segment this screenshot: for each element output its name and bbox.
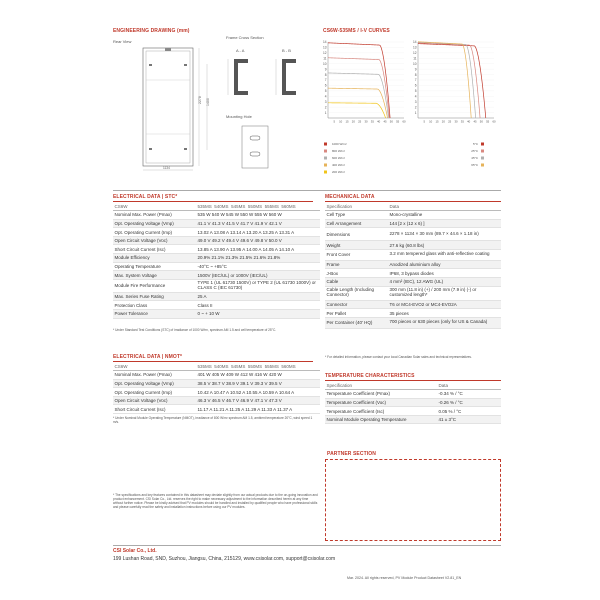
dim-inner: 1400 [206,98,210,106]
stc-header-variants: 535MS 540MS 545MS 550MS 555MS 560MS [196,202,320,211]
x-tick-label: 60 [402,119,406,124]
table-row: Protection Class Class II [113,301,320,310]
table-row: Temperature Coefficient (Isc) 0.05 % / °C [325,407,501,416]
table-row: Opt. Operating Current (Imp) 10.42 A 10.47 A 10.52 A 10.55 A 10.59 A 10.64 A [113,388,320,397]
x-tick-label: 50 [389,119,393,124]
footer-company: CSI Solar Co., Ltd. [113,548,157,554]
table-row: Max. System Voltage 1500V (IEC/UL) or 1000V (IEC/UL) [113,271,320,280]
table-row: Open Circuit Voltage (Voc) 49.0 V 49.2 V 49.4 V 49.6 V 49.8 V 50.0 V [113,236,320,245]
x-tick-label: 10 [429,119,433,124]
legend-label: 1000 W/m² [332,142,347,146]
x-tick-label: 55 [486,119,490,124]
y-tick-label: 8 [414,72,417,77]
x-tick-label: 55 [396,119,400,124]
y-tick-label: 13 [412,45,417,50]
table-row: Operating Temperature -40°C ~ +85°C [113,262,320,271]
legend-label: 200 W/m² [332,170,346,174]
table-row: Short Circuit Current (Isc) 11.17 A 11.21 A 11.25 A 11.29 A 11.33 A 11.37 A [113,405,320,414]
x-tick-label: 45 [383,119,387,124]
mech-table [325,202,501,329]
y-tick-label: 9 [414,67,417,72]
disclaimer-text: * The specifications and key features contained in this datasheet may deviate slightly from our actual products due to the on-going innovation and product enhancement. CSI Solar Co., Ltd. reserves the right to make necessary adjustment to the information described herein at any time without further notice. Please be kindly advised that PV modules should be handled and installed by qualified people who have professional skills and please carefully read the safety and installation instructions before using our PV modules. [113,493,318,509]
nmot-header-model: CS6W [113,362,196,371]
y-tick-label: 1 [324,110,327,115]
table-row: J-Box IP68, 3 bypass diodes [325,269,501,278]
x-tick-label: 30 [364,119,368,124]
y-tick-label: 10 [322,61,327,66]
y-tick-label: 14 [412,40,417,45]
y-tick-label: 4 [414,94,417,99]
y-tick-label: 5 [324,89,327,94]
section-aa-label: A - A [236,48,245,53]
y-tick-label: 6 [324,83,327,88]
legend-label: 600 W/m² [332,156,346,160]
legend-swatch [481,150,484,153]
y-tick-label: 3 [414,99,417,104]
legend-label: 65°C [471,163,478,167]
legend-swatch [481,143,484,146]
mounting-hole-label: Mounting Hole [226,114,252,119]
y-tick-label: 4 [324,94,327,99]
y-tick-label: 7 [324,78,327,83]
mounting-hole-drawing [236,122,276,172]
table-row: Cell Arrangement 144 [2 x (12 x 6) ] [325,219,501,228]
table-row: Opt. Operating Current (Imp) 13.02 A 13.08 A 13.14 A 13.20 A 13.25 A 13.31 A [113,228,320,237]
iv-curve-irradiance [328,43,390,118]
legend-swatch [324,143,327,146]
mech-title: MECHANICAL DATA [325,194,375,200]
legend-swatch [324,157,327,160]
x-tick-label: 30 [454,119,458,124]
legend-label: 45°C [471,156,478,160]
y-tick-label: 13 [322,45,327,50]
iv-curve-temperature [418,44,486,118]
nmot-note: * Under Nominal Module Operating Temperature (NMOT), irradiance of 800 W/m² spectrum AM 1.5, ambient temperature 20°C, wind speed 1 m/s. [113,416,313,424]
y-tick-label: 8 [324,72,327,77]
y-tick-label: 2 [414,105,417,110]
legend-label: 25°C [471,149,478,153]
table-row: Frame Anodized aluminium alloy [325,260,501,269]
rear-view-label: Rear View [113,39,132,44]
table-row: Weight 27.6 kg (60.8 lbs) [325,241,501,250]
y-tick-label: 5 [414,89,417,94]
table-row: Connector T6 or MC4-EVO2 or MC4-EVO2A [325,300,501,309]
y-tick-label: 3 [324,99,327,104]
table-row: Temperature Coefficient (Pmax) -0.34 % / °C [325,390,501,399]
partner-box [325,459,501,541]
footer-address: 199 Lushan Road, SND, Suzhou, Jiangsu, China, 215129, www.csisolar.com, support@csisolar.com [113,556,336,562]
table-row: Per Container (40' HQ) 700 pieces or 630 pieces (only for US & Canada) [325,317,501,328]
table-row: Cable Length (Including Connector) 300 mm (11.8 in) (+) / 200 mm (7.9 in) (-) or customized length* [325,286,501,300]
legend-swatch [324,150,327,153]
x-tick-label: 15 [435,119,439,124]
legend-irradiance [324,142,347,174]
y-tick-label: 12 [412,51,417,56]
x-tick-label: 50 [479,119,483,124]
legend-temperature [471,142,484,167]
table-row: Opt. Operating Voltage (Vmp) 41.1 V 41.3 V 41.5 V 41.7 V 41.9 V 42.1 V [113,219,320,228]
table-row: Nominal Max. Power (Pmax) 401 W 405 W 409 W 412 W 416 W 420 W [113,371,320,380]
x-tick-label: 35 [370,119,374,124]
y-tick-label: 14 [322,40,327,45]
x-tick-label: 20 [441,119,445,124]
x-tick-label: 45 [473,119,477,124]
nmot-header-variants: 535MS 540MS 545MS 550MS 555MS 560MS [196,362,320,371]
y-tick-label: 7 [414,78,417,83]
table-row: Module Fire Performance TYPE 1 (UL 61730 1500V) or TYPE 2 (UL 61730 1000V) or CLASS C (IEC 61730) [113,279,320,292]
table-row: Opt. Operating Voltage (Vmp) 38.5 V 38.7 V 38.9 V 39.1 V 39.3 V 39.5 V [113,379,320,388]
table-row: Max. Series Fuse Rating 25 A [113,292,320,301]
mech-header-row: Specification Data [325,202,501,211]
dim-height: 2278 [198,96,202,104]
legend-swatch [481,157,484,160]
x-tick-label: 40 [467,119,471,124]
x-tick-label: 25 [358,119,362,124]
stc-title: ELECTRICAL DATA | STC* [113,194,178,200]
nmot-header-row [113,362,320,371]
stc-header-model: CS6W [113,202,196,211]
temp-table [325,381,501,424]
table-row: Module Efficiency 20.9% 21.1% 21.3% 21.5% 21.6% 21.8% [113,254,320,263]
footer-version: Mar. 2024. All rights reserved, PV Module Product Datasheet V2.81_EN [347,576,462,580]
table-row: Short Circuit Current (Isc) 13.85 A 13.90 A 13.95 A 14.00 A 14.05 A 14.10 A [113,245,320,254]
legend-swatch [324,171,327,174]
frame-cross-section-label: Frame Cross Section [226,35,264,40]
iv-curve-temperature [418,43,480,118]
table-row: Cell Type Mono-crystalline [325,211,501,220]
cross-section-drawings [226,55,316,99]
table-row: Per Pallet 35 pieces [325,309,501,318]
rear-view-drawing [113,44,218,174]
temp-title: TEMPERATURE CHARACTERISTICS [325,373,415,379]
dim-width: 1134 [163,166,170,170]
table-row: Cable 4 mm² (IEC), 12 AWG (UL) [325,278,501,287]
table-row: Nominal Module Operating Temperature 41 ± 3°C [325,415,501,424]
table-row: Dimensions 2278 × 1134 × 30 mm (89.7 × 44.6 × 1.18 in) [325,228,501,241]
partner-title: PARTNER SECTION [327,451,376,457]
nmot-title: ELECTRICAL DATA | NMOT* [113,354,183,360]
x-tick-label: 20 [351,119,355,124]
table-row: Nominal Max. Power (Pmax) 535 W 540 W 545 W 550 W 555 W 560 W [113,211,320,220]
iv-chart-temperature [413,40,496,123]
legend-label: 5°C [472,142,478,146]
y-tick-label: 12 [322,51,327,56]
y-tick-label: 2 [324,105,327,110]
section-bb-label: B - B [282,48,291,53]
legend-swatch [324,164,327,167]
stc-table [113,202,320,319]
x-tick-label: 60 [492,119,496,124]
iv-curve-irradiance [328,58,389,118]
y-tick-label: 10 [412,61,417,66]
x-tick-label: 5 [333,119,336,124]
stc-header-row [113,202,320,211]
y-tick-label: 9 [324,67,327,72]
y-tick-label: 6 [414,83,417,88]
mech-note: * For detailed information, please contact your local Canadian Solar sales and technical representatives. [325,355,472,359]
y-tick-label: 11 [323,56,327,61]
x-tick-label: 5 [423,119,426,124]
iv-curves-title: CS6W-535MS / I-V CURVES [323,28,390,34]
x-tick-label: 15 [345,119,349,124]
temp-header-row: Specification Data [325,381,501,390]
iv-curve-irradiance [328,73,389,118]
y-tick-label: 1 [414,110,417,115]
drawing-title: ENGINEERING DRAWING (mm) [113,28,190,34]
table-row: Temperature Coefficient (Voc) -0.26 % / °C [325,398,501,407]
iv-chart-irradiance [323,40,406,123]
x-tick-label: 10 [339,119,343,124]
x-tick-label: 25 [448,119,452,124]
table-row: Open Circuit Voltage (Voc) 46.3 V 46.5 V 46.7 V 46.9 V 47.1 V 47.3 V [113,396,320,405]
y-tick-label: 11 [413,56,417,61]
x-tick-label: 35 [460,119,464,124]
legend-label: 800 W/m² [332,149,346,153]
iv-charts [318,38,498,178]
x-tick-label: 40 [377,119,381,124]
legend-label: 400 W/m² [332,163,346,167]
iv-curve-irradiance [328,103,386,118]
nmot-table [113,362,320,414]
table-row: Front Cover 3.2 mm tempered glass with anti-reflective coating [325,249,501,260]
stc-note: * Under Standard Test Conditions (STC) of irradiance of 1000 W/m², spectrum AM 1.5 and cell temperature of 25°C. [113,328,277,332]
table-row: Power Tolerance 0 ~ + 10 W [113,310,320,319]
legend-swatch [481,164,484,167]
